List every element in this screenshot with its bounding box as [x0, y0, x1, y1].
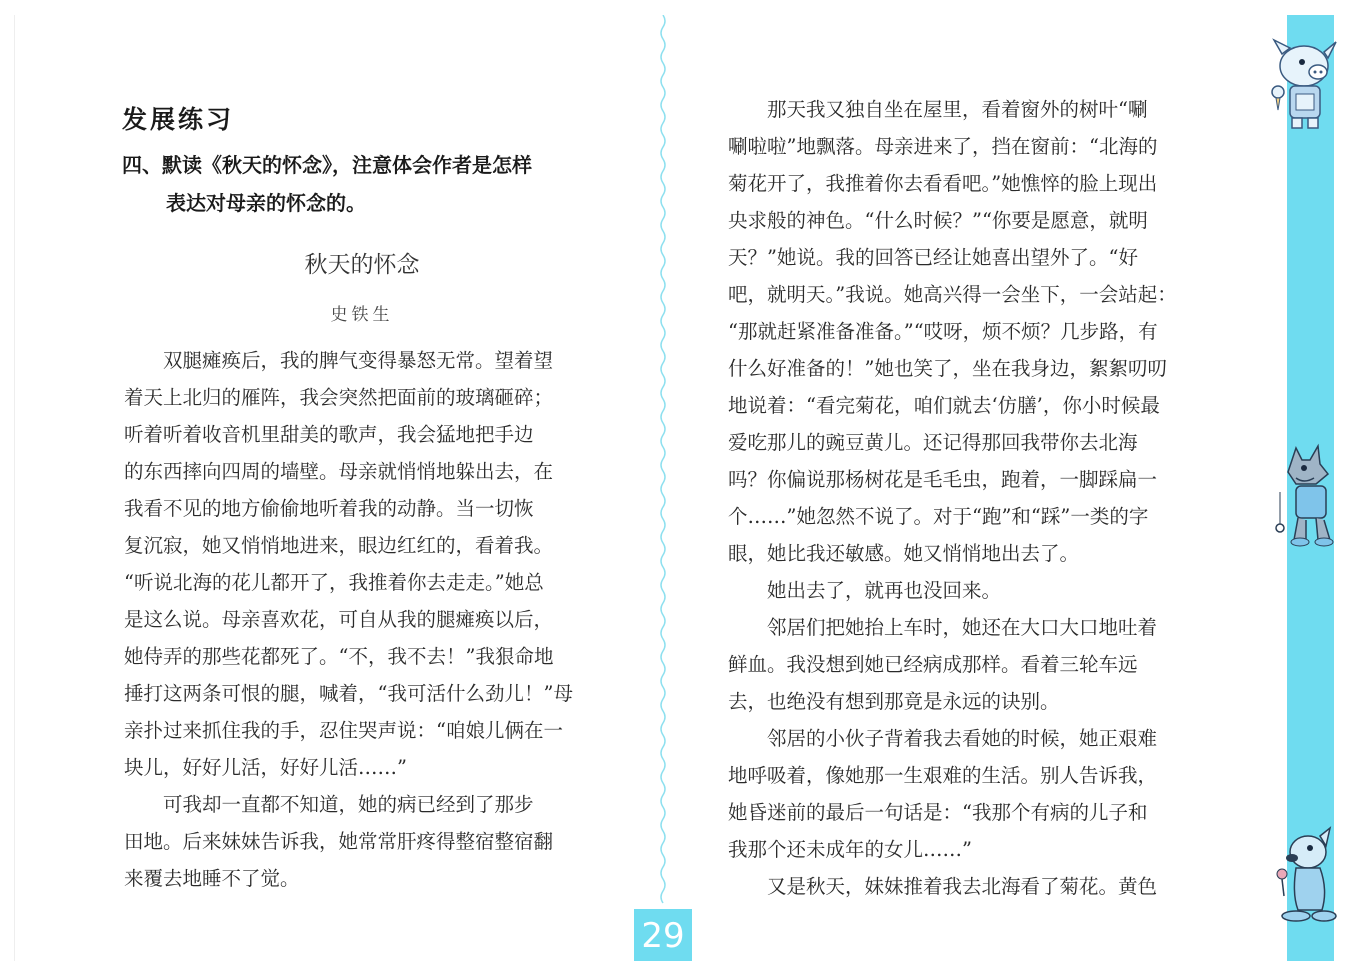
text-line: 去，也绝没有想到那竟是永远的诀别。: [728, 690, 1060, 713]
exercise-line-2: 表达对母亲的怀念的。: [166, 191, 366, 215]
section-title: 发展练习: [122, 105, 235, 134]
text-line: 块儿，好好儿活，好好儿活……”: [124, 756, 407, 779]
text-line: 央求般的神色。“什么时候？”“你要是愿意，就明: [728, 209, 1148, 232]
text-line: 邻居们把她抬上车时，她还在大口大口地吐着: [728, 616, 1158, 639]
text-line: 双腿瘫痪后，我的脾气变得暴怒无常。望着望: [124, 349, 554, 372]
article-author: 史铁生: [330, 305, 394, 325]
text-line: 她侍弄的那些花都死了。“不，我不去！”我狠命地: [124, 645, 554, 668]
text-line: 地说着：“看完菊花，咱们就去‘仿膳’，你小时候最: [728, 394, 1160, 417]
text-line: 邻居的小伙子背着我去看她的时候，她正艰难: [728, 727, 1158, 750]
pig-mascot-icon: [1266, 36, 1342, 132]
right-body-text: [728, 91, 1208, 905]
dog-mascot-icon: [1268, 824, 1342, 924]
text-line: 个……”她忽然不说了。对于“跑”和“踩”一类的字: [728, 505, 1149, 528]
text-line: 她昏迷前的最后一句话是：“我那个有病的儿子和: [728, 801, 1148, 824]
text-line: “听说北海的花儿都开了，我推着你去走走。”她总: [124, 571, 544, 594]
text-line: 捶打这两条可恨的腿，喊着，“我可活什么劲儿！”母: [124, 682, 573, 705]
wolf-mascot-icon: [1266, 440, 1342, 550]
text-line: 听着听着收音机里甜美的歌声，我会猛地把手边: [124, 423, 534, 446]
text-line: 地呼吸着，像她那一生艰难的生活。别人告诉我，: [728, 764, 1158, 787]
text-line: 我看不见的地方偷偷地听着我的动静。当一切恢: [124, 497, 534, 520]
text-line: 是这么说。母亲喜欢花，可自从我的腿瘫痪以后，: [124, 608, 554, 631]
text-line: 天？”她说。我的回答已经让她喜出望外了。“好: [728, 246, 1138, 269]
text-line: 什么好准备的！”她也笑了，坐在我身边，絮絮叨叨: [728, 357, 1167, 380]
text-line: 的东西摔向四周的墙壁。母亲就悄悄地躲出去，在: [124, 460, 554, 483]
text-line: 吧，就明天。”我说。她高兴得一会坐下，一会站起：: [728, 283, 1177, 306]
exercise-prompt: [122, 146, 612, 222]
text-line: 那天我又独自坐在屋里，看着窗外的树叶“唰: [728, 98, 1148, 121]
page-spine-divider: [656, 15, 670, 961]
text-line: 鲜血。我没想到她已经病成那样。看着三轮车远: [728, 653, 1138, 676]
text-line: 眼，她比我还敏感。她又悄悄地出去了。: [728, 542, 1080, 565]
text-line: 唰啦啦”地飘落。母亲进来了，挡在窗前：“北海的: [728, 135, 1158, 158]
left-body-text: [124, 342, 604, 897]
exercise-line-1: 四、默读《秋天的怀念》，注意体会作者是怎样: [122, 153, 532, 177]
text-line: 可我却一直都不知道，她的病已经到了那步: [124, 793, 534, 816]
text-line: 我那个还未成年的女儿……”: [728, 838, 972, 861]
text-line: 菊花开了，我推着你去看看吧。”她憔悴的脸上现出: [728, 172, 1158, 195]
text-line: 又是秋天，妹妹推着我去北海看了菊花。黄色: [728, 875, 1158, 898]
text-line: 着天上北归的雁阵，我会突然把面前的玻璃砸碎；: [124, 386, 554, 409]
text-line: 她出去了，就再也没回来。: [728, 579, 1002, 602]
text-line: 吗？你偏说那杨树花是毛毛虫，跑着，一脚踩扁一: [728, 468, 1158, 491]
text-line: 爱吃那儿的豌豆黄儿。还记得那回我带你去北海: [728, 431, 1138, 454]
text-line: 田地。后来妹妹告诉我，她常常肝疼得整宿整宿翻: [124, 830, 554, 853]
text-line: 复沉寂，她又悄悄地进来，眼边红红的，看着我。: [124, 534, 554, 557]
page-number: 29: [634, 909, 692, 961]
article-title: 秋天的怀念: [304, 252, 420, 278]
text-line: 来覆去地睡不了觉。: [124, 867, 300, 890]
text-line: “那就赶紧准备准备。”“哎呀，烦不烦？几步路，有: [728, 320, 1158, 343]
text-line: 亲扑过来抓住我的手，忍住哭声说：“咱娘儿俩在一: [124, 719, 563, 742]
